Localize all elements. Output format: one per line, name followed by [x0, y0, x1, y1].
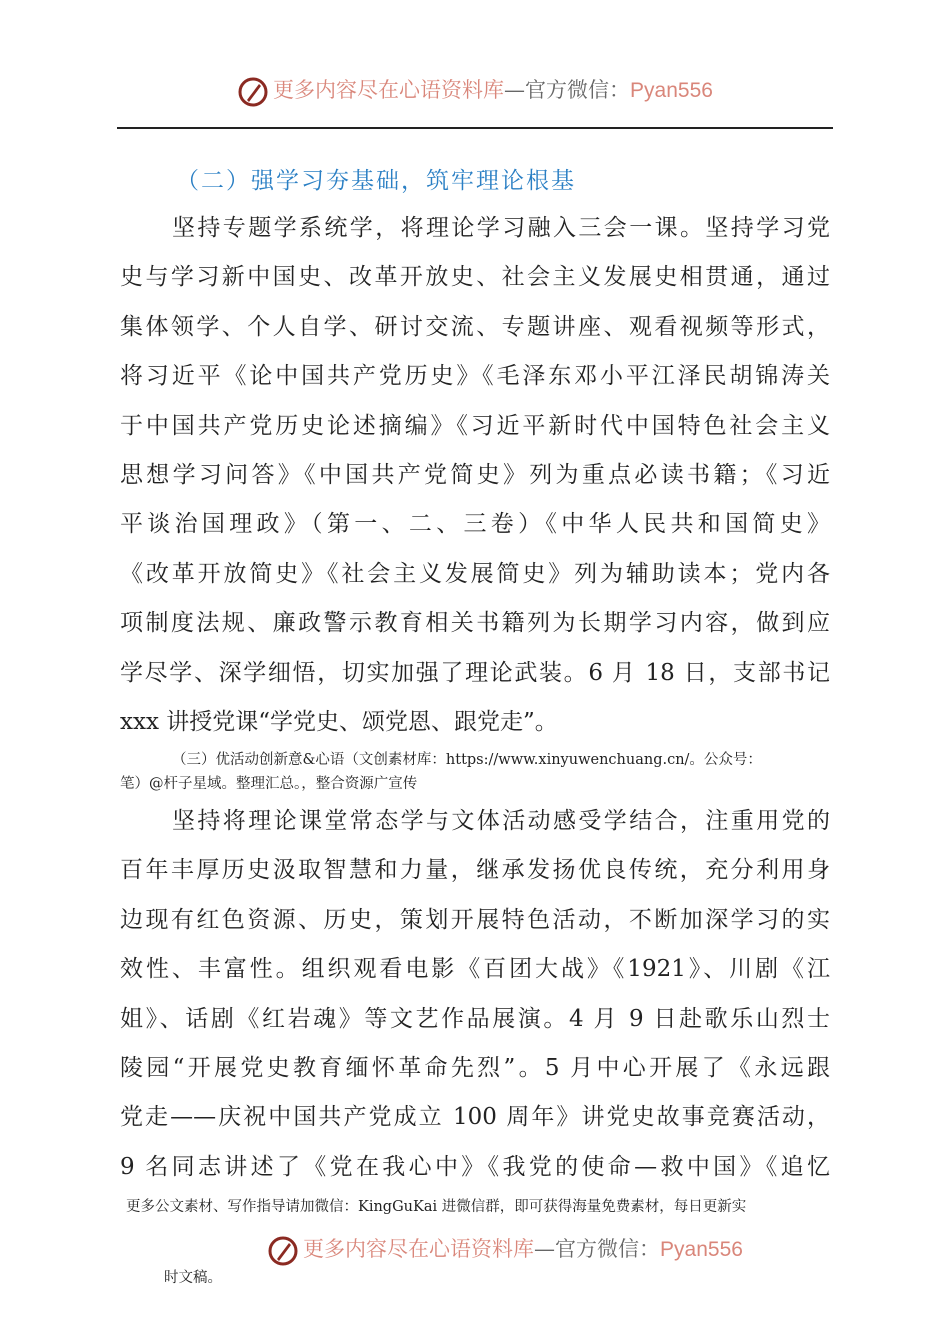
text-line: 于中国共产党历史论述摘编》《习近平新时代中国特色社会主义	[120, 412, 830, 439]
text-line: 《改革开放简史》《社会主义发展简史》列为辅助读本；党内各	[120, 560, 830, 587]
header-watermark	[0, 74, 950, 108]
footer-note-end: 时文稿。	[164, 1270, 222, 1286]
text-line: 姐》、话剧《红岩魂》等文艺作品展演。4 月 9 日赴歌乐山烈士	[120, 1005, 830, 1032]
text-line: 边现有红色资源、历史，策划开展特色活动，不断加深学习的实	[120, 906, 830, 933]
footer-watermark	[30, 1233, 950, 1267]
watermark-text: 更多内容尽在心语资料库	[303, 1237, 535, 1261]
text-line: 史与学习新中国史、改革开放史、社会主义发展史相贯通，通过	[120, 264, 830, 291]
watermark-text: 更多内容尽在心语资料库	[273, 78, 505, 102]
footer-note: 更多公文素材、写作指导请加微信：KingGuKai 进微信群，即可获得海量免费素材，每日更新实	[126, 1199, 747, 1215]
watermark-label: —官方微信：	[504, 78, 631, 102]
header-divider	[117, 127, 833, 129]
text-line: 9 名同志讲述了《党在我心中》《我党的使命—救中国》《追忆	[120, 1153, 830, 1180]
text-line: 将习近平《论中国共产党历史》《毛泽东邓小平江泽民胡锦涛关	[120, 363, 830, 390]
text-line: 百年丰厚历史汲取智慧和力量，继承发扬优良传统，充分利用身	[120, 857, 830, 884]
text-line: 平谈治国理政》（第一、二、三卷）《中华人民共和国简史》	[120, 511, 830, 538]
text-line: 陵园“开展党史教育缅怀革命先烈”。5 月中心开展了《永远跟	[120, 1055, 830, 1081]
text-line: 思想学习问答》《中国共产党简史》列为重点必读书籍；《习近	[120, 462, 830, 488]
subheading-line-1: （三）优活动创新意&心语（文创素材库：https://www.xinyuwenchuang.cn/。公众号：	[172, 752, 762, 768]
text-line: 学尽学、深学细悟，切实加强了理论武装。6 月 18 日，支部书记	[120, 659, 830, 686]
text-line: 坚持将理论课堂常态学与文体活动感受学结合，注重用党的	[172, 808, 830, 834]
text-line: 效性、丰富性。组织观看电影《百团大战》《1921》、川剧《江	[120, 956, 830, 983]
quill-pen-logo-icon	[237, 76, 269, 108]
watermark-label: —官方微信：	[534, 1237, 661, 1261]
watermark-id: Pyan556	[660, 1238, 743, 1261]
text-line: 项制度法规、廉政警示教育相关书籍列为长期学习内容，做到应	[120, 610, 830, 637]
subheading-line-2: 笔）@杆子星域。整理汇总。，整合资源广宣传	[120, 776, 418, 792]
text-line: xxx 讲授党课“学党史、颂党恩、跟党走”。	[120, 709, 558, 735]
quill-pen-logo-icon	[267, 1235, 299, 1267]
section-heading: （二）强学习夯基础，筑牢理论根基	[176, 168, 576, 194]
text-line: 集体领学、个人自学、研讨交流、专题讲座、观看视频等形式，	[120, 313, 830, 340]
text-line: 坚持专题学系统学，将理论学习融入三会一课。坚持学习党	[172, 215, 830, 241]
text-line: 党走——庆祝中国共产党成立 100 周年》讲党史故事竞赛活动，	[120, 1104, 830, 1131]
watermark-id: Pyan556	[630, 79, 713, 102]
